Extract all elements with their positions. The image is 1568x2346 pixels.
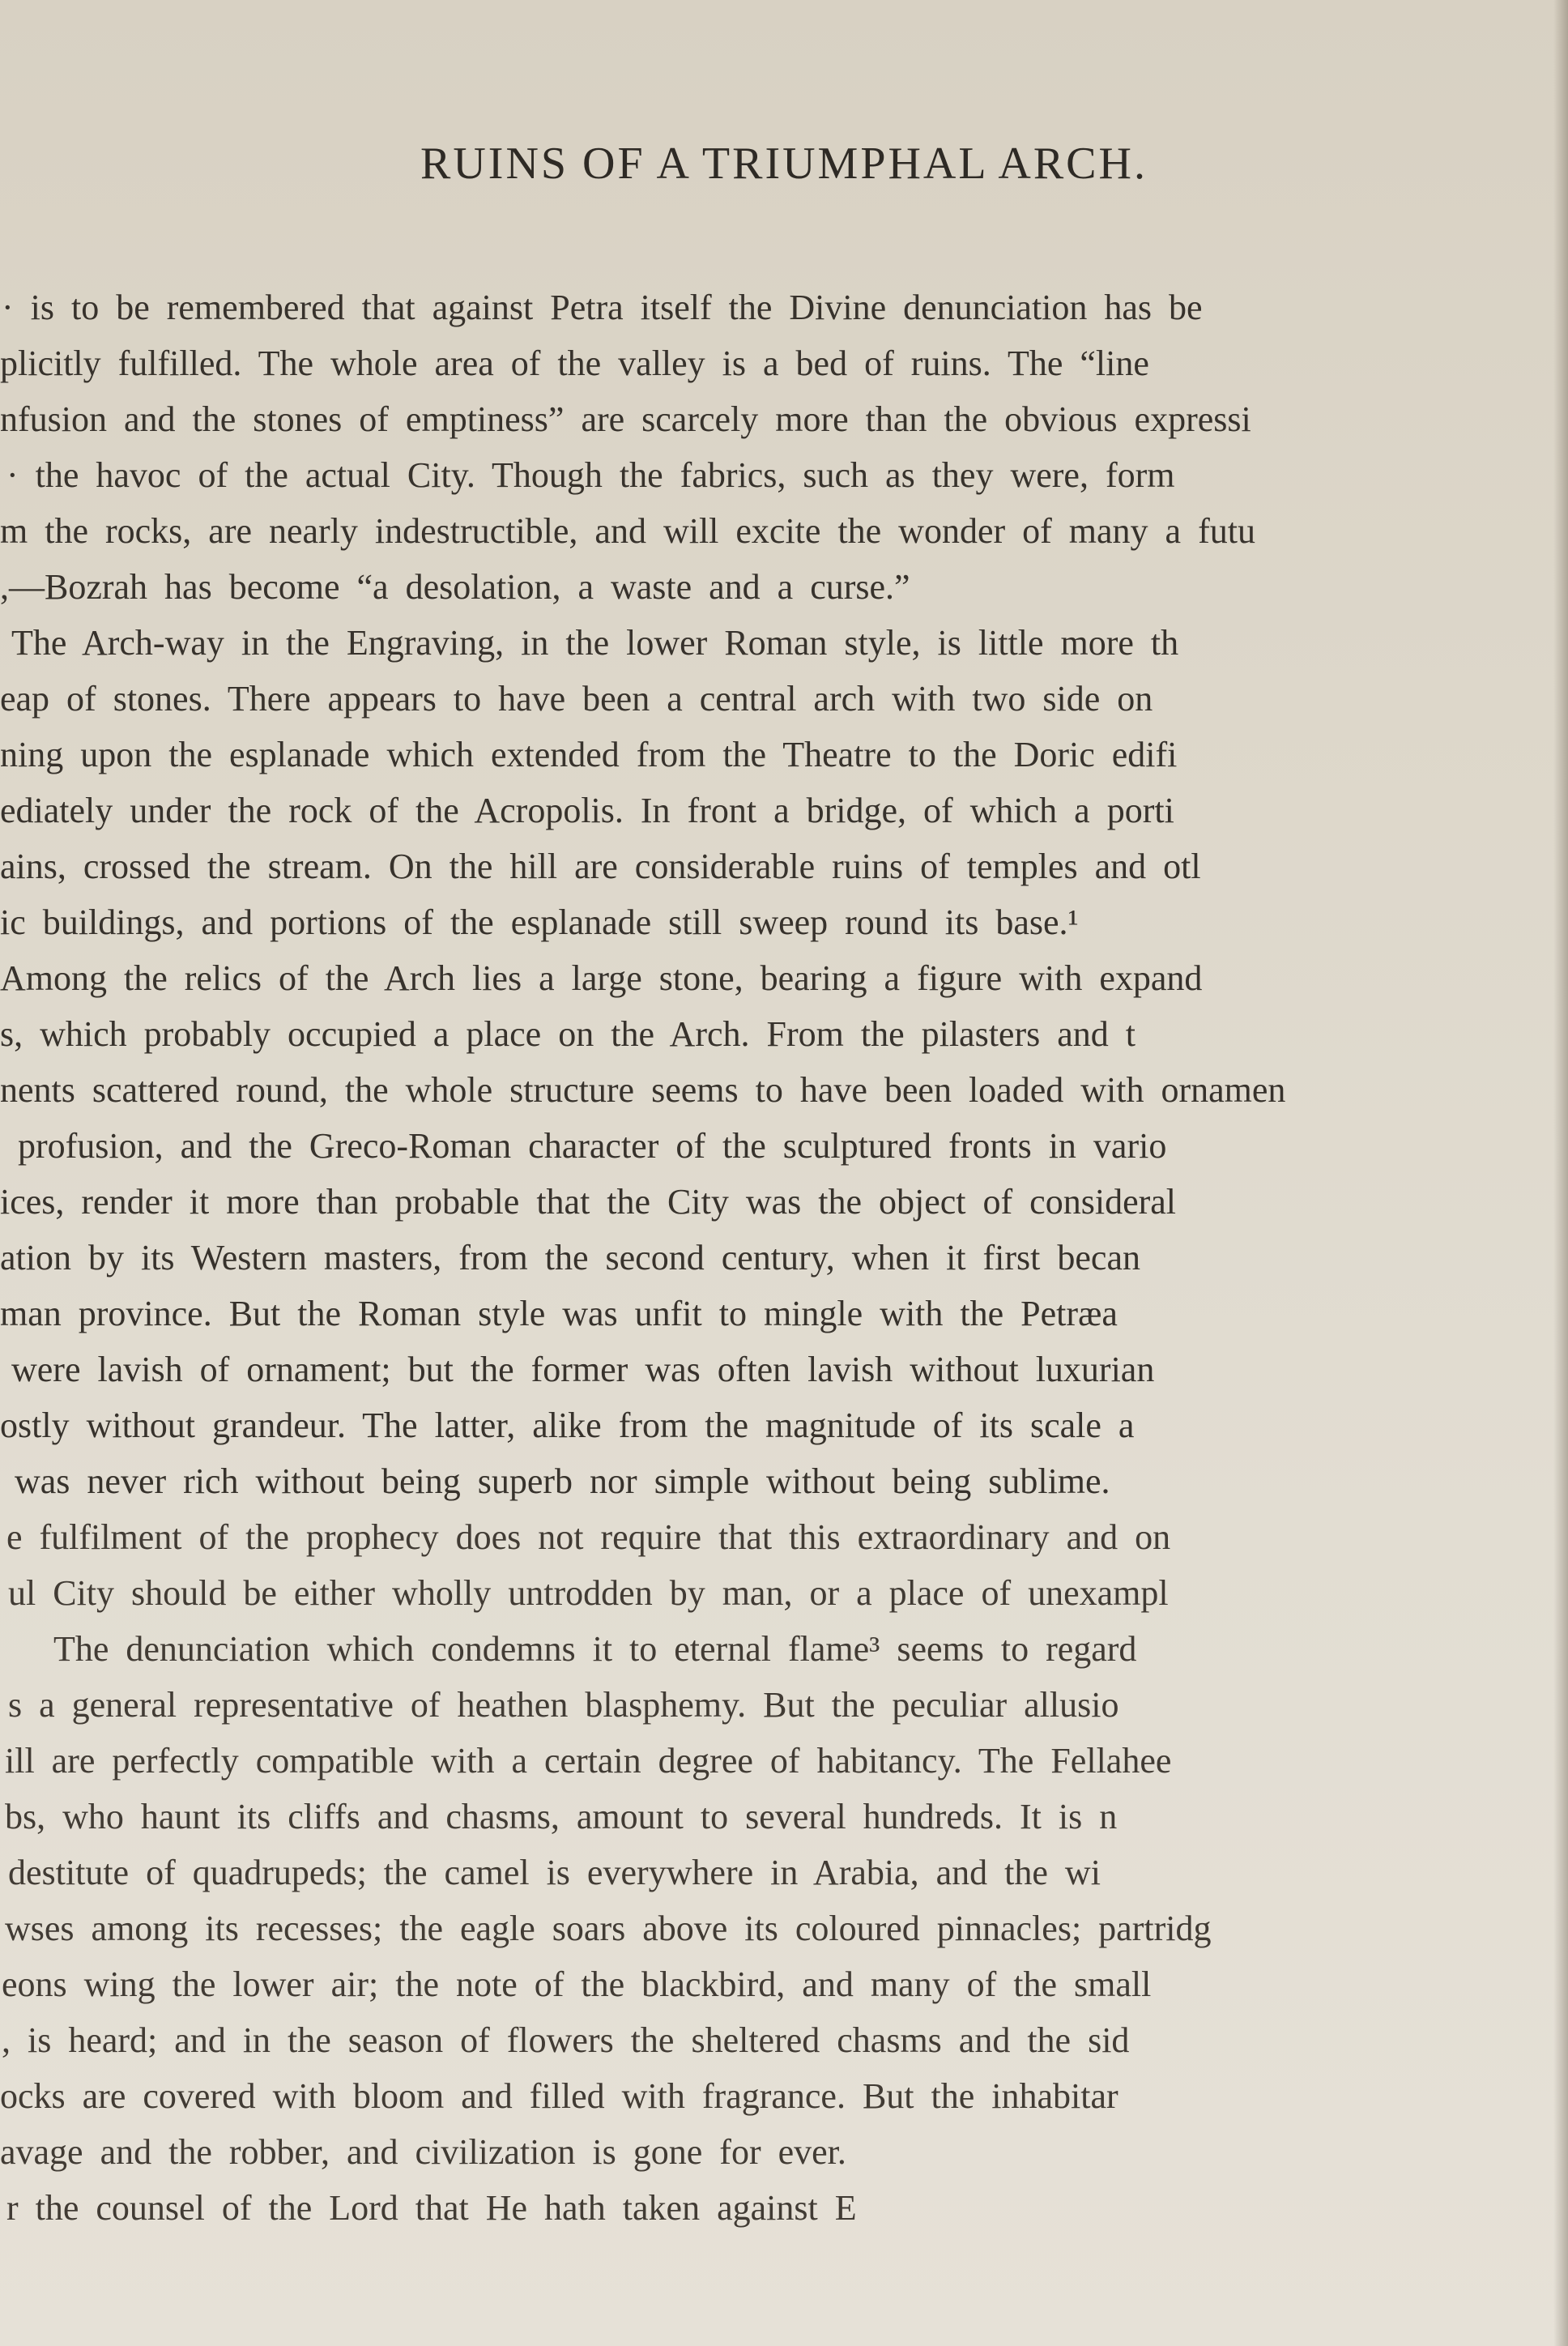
text-line: · is to be remembered that against Petra itself the Divine denunciation has be — [2, 288, 1203, 327]
text-line: ning upon the esplanade which extended from the Theatre to the Doric edifi — [0, 735, 1178, 774]
text-line: ostly without grandeur. The latter, alike from the magnitude of its scale a — [0, 1405, 1135, 1445]
body-text — [0, 279, 1568, 2236]
text-line: r the counsel of the Lord that He hath taken against E — [6, 2188, 857, 2228]
page-edge-shadow — [1553, 0, 1568, 2346]
text-line: bs, who haunt its cliffs and chasms, amount to several hundreds. It is n — [5, 1797, 1118, 1836]
text-line: ic buildings, and portions of the esplanade still sweep round its base.¹ — [0, 902, 1079, 942]
text-line: ains, crossed the stream. On the hill are considerable ruins of temples and otl — [0, 847, 1201, 886]
text-line: eap of stones. There appears to have been a central arch with two side on — [0, 679, 1153, 719]
text-line: ,—Bozrah has become “a desolation, a waste and a curse.” — [0, 567, 910, 607]
text-line: · the havoc of the actual City. Though the fabrics, such as they were, form — [6, 455, 1175, 495]
text-line: profusion, and the Greco-Roman character of the sculptured fronts in vario — [18, 1126, 1167, 1166]
text-line: e fulfilment of the prophecy does not require that this extraordinary and on — [6, 1517, 1171, 1557]
text-line: ul City should be either wholly untrodden by man, or a place of unexampl — [8, 1573, 1169, 1613]
text-line: destitute of quadrupeds; the camel is everywhere in Arabia, and the wi — [8, 1853, 1101, 1892]
text-line: ices, render it more than probable that the City was the object of consideral — [0, 1182, 1176, 1222]
text-line: The Arch-way in the Engraving, in the lower Roman style, is little more th — [11, 623, 1179, 663]
text-line: nfusion and the stones of emptiness” are scarcely more than the obvious expressi — [0, 399, 1251, 439]
text-line: The denunciation which condemns it to eternal flame³ seems to regard — [53, 1629, 1137, 1669]
text-line: wses among its recesses; the eagle soars above its coloured pinnacles; partridg — [5, 1909, 1212, 1948]
text-line: was never rich without being superb nor simple without being sublime. — [15, 1461, 1110, 1501]
text-line: ation by its Western masters, from the second century, when it first becan — [0, 1238, 1140, 1278]
text-line: m the rocks, are nearly indestructible, and will excite the wonder of many a futu — [0, 511, 1255, 551]
text-line: man province. But the Roman style was unfit to mingle with the Petræa — [0, 1294, 1118, 1333]
text-line: avage and the robber, and civilization is gone for ever. — [0, 2132, 846, 2172]
text-line: were lavish of ornament; but the former was often lavish without luxurian — [11, 1350, 1155, 1389]
text-line: ediately under the rock of the Acropolis. In front a bridge, of which a porti — [0, 791, 1174, 830]
text-line: s a general representative of heathen blasphemy. But the peculiar allusio — [8, 1685, 1119, 1725]
text-line: nents scattered round, the whole structure seems to have been loaded with ornamen — [0, 1070, 1286, 1110]
text-line: plicitly fulfilled. The whole area of the valley is a bed of ruins. The “line — [0, 343, 1149, 383]
text-line: , is heard; and in the season of flowers the sheltered chasms and the sid — [2, 2020, 1130, 2060]
text-line: ill are perfectly compatible with a certain degree of habitancy. The Fellahee — [5, 1741, 1172, 1781]
text-line: s, which probably occupied a place on the Arch. From the pilasters and t — [0, 1014, 1136, 1054]
page-title: RUINS OF A TRIUMPHAL ARCH. — [420, 139, 1148, 189]
text-line: Among the relics of the Arch lies a large stone, bearing a figure with expand — [0, 958, 1203, 998]
text-line: eons wing the lower air; the note of the blackbird, and many of the small — [2, 1964, 1152, 2004]
text-line: ocks are covered with bloom and filled with fragrance. But the inhabitar — [0, 2076, 1118, 2116]
